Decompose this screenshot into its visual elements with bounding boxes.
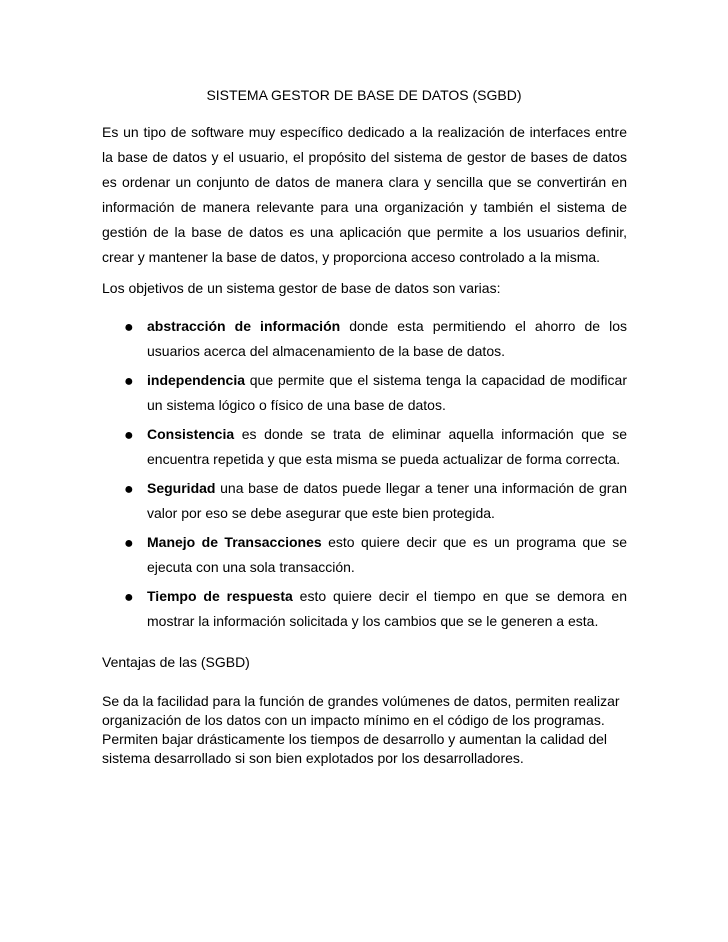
objective-text: que permite que el sistema tenga la capacidad de modificar un sistema lógico o físico de una base de datos. (147, 372, 627, 413)
list-item (102, 314, 627, 364)
objectives-list (102, 314, 627, 638)
list-item (102, 584, 627, 634)
objective-term: Tiempo de respuesta (147, 588, 293, 604)
bullet-icon: ● (124, 373, 134, 390)
list-item (102, 368, 627, 418)
advantages-paragraph: Se da la facilidad para la función de grandes volúmenes de datos, permiten realizar organización de los datos con un impacto mínimo en el código de los programas. Permiten bajar drásticamente los tiempos de desarrollo y aumentan la calidad del sistema desarrollado si son bien explotados por los desarrolladores. (102, 693, 620, 766)
objective-text: donde esta permitiendo el ahorro de los usuarios acerca del almacenamiento de la base de datos. (147, 318, 627, 359)
list-item (102, 530, 627, 580)
bullet-icon: ● (124, 319, 134, 336)
objective-term: independencia (147, 372, 246, 388)
list-item (102, 476, 627, 526)
objective-text: una base de datos puede llegar a tener una información de gran valor por eso se debe asegurar que este bien protegida. (147, 480, 627, 521)
objective-text: es donde se trata de eliminar aquella información que se encuentra repetida y que esta misma se pueda actualizar de forma correcta. (147, 426, 627, 467)
objective-text: esto quiere decir el tiempo en que se demora en mostrar la información solicitada y los cambios que se le generen a esta. (147, 588, 627, 629)
objective-text: esto quiere decir que es un programa que se ejecuta con una sola transacción. (147, 534, 627, 575)
bullet-icon: ● (124, 427, 134, 444)
advantages-heading: Ventajas de las (SGBD) (102, 654, 250, 670)
objective-term: abstracción de información (147, 318, 341, 334)
objective-term: Seguridad (147, 480, 216, 496)
bullet-icon: ● (124, 535, 134, 552)
bullet-icon: ● (124, 589, 134, 606)
objective-term: Consistencia (147, 426, 235, 442)
list-item (102, 422, 627, 472)
intro-paragraph: Es un tipo de software muy específico dedicado a la realización de interfaces entre la base de datos y el usuario, el propósito del sistema de gestor de bases de datos es ordenar un conjunto de datos de manera clara y sencilla que se convertirán en información de manera relevante para una organización y también el sistema de gestión de la base de datos es una aplicación que permite a los usuarios definir, crear y mantener la base de datos, y proporciona acceso controlado a la misma. (102, 124, 627, 265)
bullet-icon: ● (124, 481, 134, 498)
objectives-lead: Los objetivos de un sistema gestor de base de datos son varias: (102, 280, 501, 296)
document-title: SISTEMA GESTOR DE BASE DE DATOS (SGBD) (206, 87, 522, 103)
objective-term: Manejo de Transacciones (147, 534, 322, 550)
